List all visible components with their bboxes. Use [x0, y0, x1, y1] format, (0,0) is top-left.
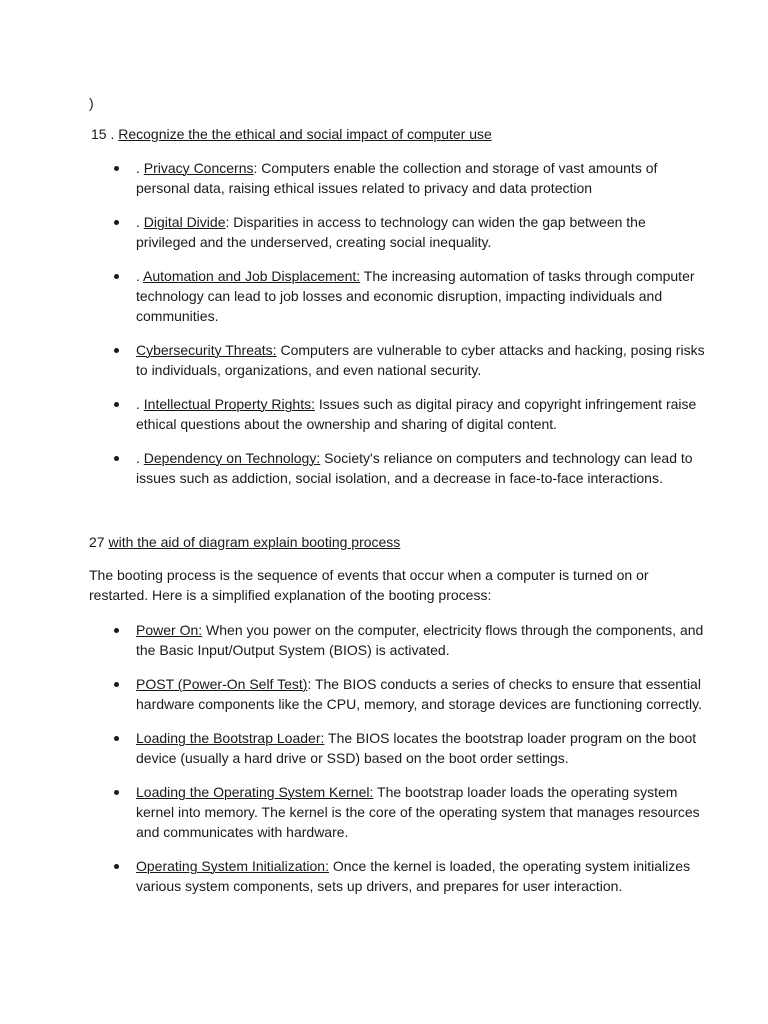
booting-steps-list [0, 620, 768, 910]
item-text: When you power on the computer, electricity flows through the components, and the Basic Input/Output System (BIOS) is activated. [136, 622, 704, 658]
item-text: Disparities in access to technology can widen the gap between the privileged and the underserved, creating social inequality. [136, 214, 646, 250]
item-text: The increasing automation of tasks through computer technology can lead to job losses and economic disruption, impacting individuals and communities. [136, 268, 695, 324]
section-title: Recognize the the ethical and social impact of computer use [118, 126, 492, 142]
list-item: . Intellectual Property Rights: Issues such as digital piracy and copyright infringement raise ethical questions about the ownership and sharing of digital content. [0, 394, 768, 434]
bullet-icon [114, 864, 119, 869]
item-term: Dependency on Technology: [143, 450, 321, 466]
bullet-icon [114, 682, 119, 687]
bullet-icon [114, 628, 119, 633]
bullet-icon [114, 736, 119, 741]
list-item [0, 620, 768, 660]
item-text: Computers enable the collection and storage of vast amounts of personal data, raising ethical issues related to privacy and data protection [136, 160, 658, 196]
item-term: Cybersecurity Threats: [136, 342, 277, 358]
list-item [0, 856, 768, 896]
item-text: The BIOS locates the bootstrap loader program on the boot device (usually a hard drive or SSD) based on the boot order settings. [136, 730, 697, 766]
list-item: . Digital Divide: Disparities in access to technology can widen the gap between the privileged and the underserved, creating social inequality. [0, 212, 768, 252]
ethical-impact-list [0, 158, 768, 502]
item-term: Loading the Bootstrap Loader: [136, 730, 325, 746]
item-text: Computers are vulnerable to cyber attacks and hacking, posing risks to individuals, organizations, and even national security. [136, 342, 705, 378]
list-item [0, 782, 768, 842]
bullet-icon [114, 348, 119, 353]
section-number: 27 [89, 534, 105, 550]
section-number: 15 . [91, 126, 115, 142]
item-term: Operating System Initialization: [136, 858, 329, 874]
bullet-icon [114, 220, 119, 225]
item-term: Digital Divide [143, 214, 226, 230]
intro-paragraph: The booting process is the sequence of events that occur when a computer is turned on or restarted. Here is a simplified explanation of the booting process: [89, 567, 649, 603]
bullet-icon [114, 790, 119, 795]
item-term: POST (Power-On Self Test) [136, 676, 308, 692]
list-item [0, 340, 768, 380]
list-item [0, 728, 768, 768]
bullet-icon [114, 166, 119, 171]
item-text: Issues such as digital piracy and copyright infringement raise ethical questions about the ownership and sharing of digital content. [136, 396, 697, 432]
item-text: Once the kernel is loaded, the operating system initializes various system components, sets up drivers, and prepares for user interaction. [136, 858, 691, 894]
section-heading-15 [91, 124, 492, 144]
item-term: Loading the Operating System Kernel: [136, 784, 374, 800]
bullet-icon [114, 274, 119, 279]
list-item: POST (Power-On Self Test): The BIOS conducts a series of checks to ensure that essential hardware components like the CPU, memory, and storage devices are functioning correctly. [0, 674, 768, 714]
item-term: Privacy Concerns [143, 160, 254, 176]
bullet-icon [114, 402, 119, 407]
item-text: The bootstrap loader loads the operating system kernel into memory. The kernel is the core of the operating system that manages resources and communicates with hardware. [136, 784, 700, 840]
list-item: . Privacy Concerns: Computers enable the collection and storage of vast amounts of personal data, raising ethical issues related to privacy and data protection [0, 158, 768, 198]
stray-mark: ) [89, 95, 94, 111]
item-text: The BIOS conducts a series of checks to ensure that essential hardware components like the CPU, memory, and storage devices are functioning correctly. [136, 676, 702, 712]
item-term: Intellectual Property Rights: [143, 396, 315, 412]
item-text: Society's reliance on computers and technology can lead to issues such as addiction, social isolation, and a decrease in face-to-face interactions. [136, 450, 693, 486]
item-term: Power On: [136, 622, 203, 638]
section-heading-27 [89, 532, 400, 552]
bullet-icon [114, 456, 119, 461]
section-title: with the aid of diagram explain booting process [108, 534, 401, 550]
item-term: Automation and Job Displacement: [143, 268, 361, 284]
list-item: . Dependency on Technology: Society's reliance on computers and technology can lead to issues such as addiction, social isolation, and a decrease in face-to-face interactions. [0, 448, 768, 488]
list-item: . Automation and Job Displacement: The increasing automation of tasks through computer technology can lead to job losses and economic disruption, impacting individuals and communities. [0, 266, 768, 326]
